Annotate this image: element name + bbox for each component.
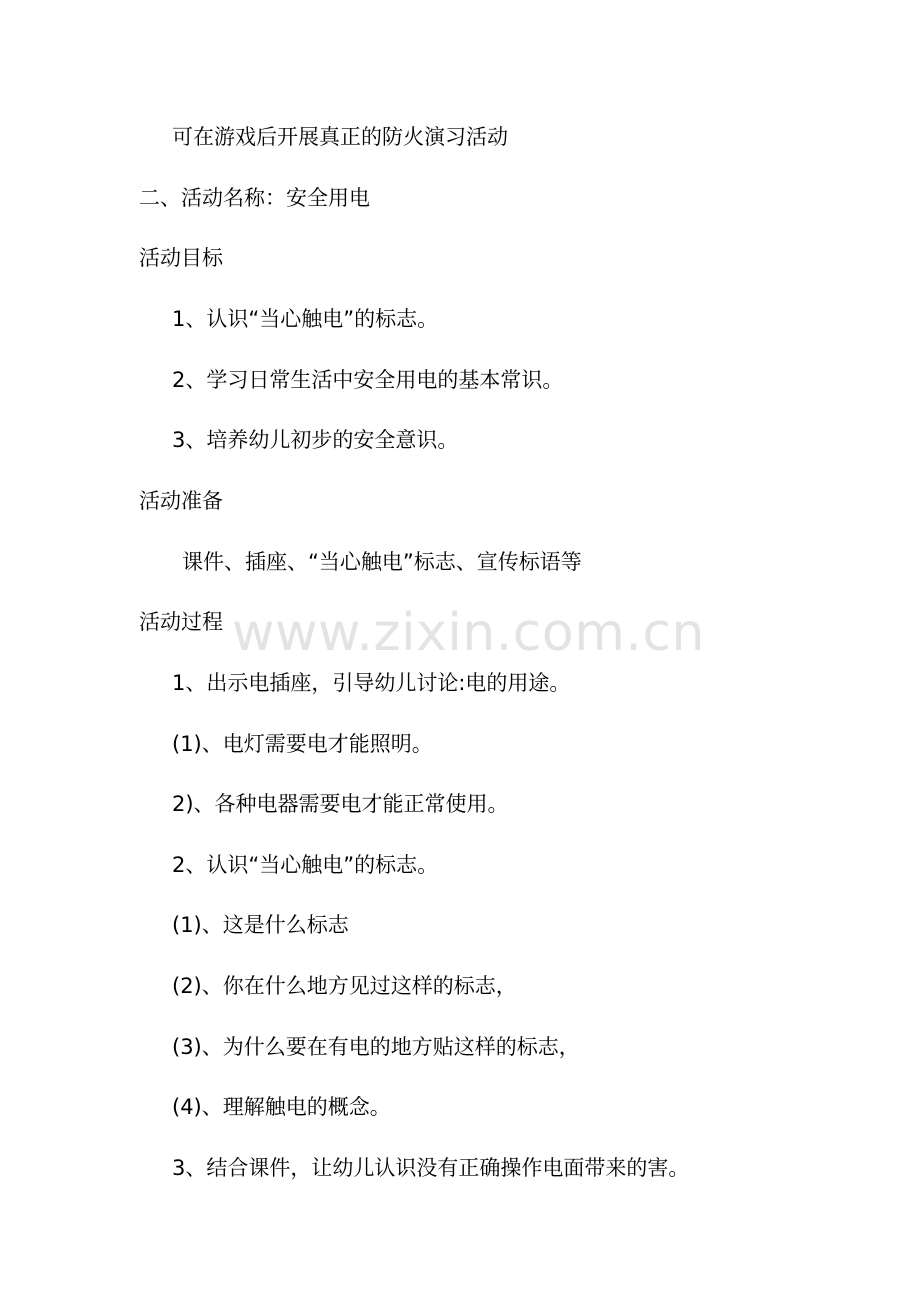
paragraph-line: 可在游戏后开展真正的防火演习活动 xyxy=(172,125,508,149)
list-item: 2)、各种电器需要电才能正常使用。 xyxy=(172,792,509,816)
list-item: (3)、为什么要在有电的地方贴这样的标志， xyxy=(172,1035,580,1059)
list-item: (2)、你在什么地方见过这样的标志， xyxy=(172,974,517,998)
list-item: (4)、理解触电的概念。 xyxy=(172,1095,391,1119)
section-heading: 二、活动名称：安全用电 xyxy=(139,186,370,210)
watermark: www.zixin.com.cn xyxy=(232,603,705,663)
subheading-preparation: 活动准备 xyxy=(139,489,223,513)
paragraph-line: 课件、插座、“当心触电”标志、宣传标语等 xyxy=(182,550,582,574)
list-item: 3、培养幼儿初步的安全意识。 xyxy=(172,428,459,452)
subheading-goals: 活动目标 xyxy=(139,246,223,270)
list-item: (1)、电灯需要电才能照明。 xyxy=(172,732,433,756)
list-item: 2、认识“当心触电”的标志。 xyxy=(172,853,439,877)
subheading-process: 活动过程 xyxy=(139,610,223,634)
list-item: (1)、这是什么标志 xyxy=(172,913,349,937)
list-item: 3、结合课件，让幼儿认识没有正确操作电面带来的害。 xyxy=(172,1156,690,1180)
list-item: 2、学习日常生活中安全用电的基本常识。 xyxy=(172,368,564,392)
list-item: 1、认识“当心触电”的标志。 xyxy=(172,307,439,331)
list-item: 1、出示电插座，引导幼儿讨论:电的用途。 xyxy=(172,671,571,695)
